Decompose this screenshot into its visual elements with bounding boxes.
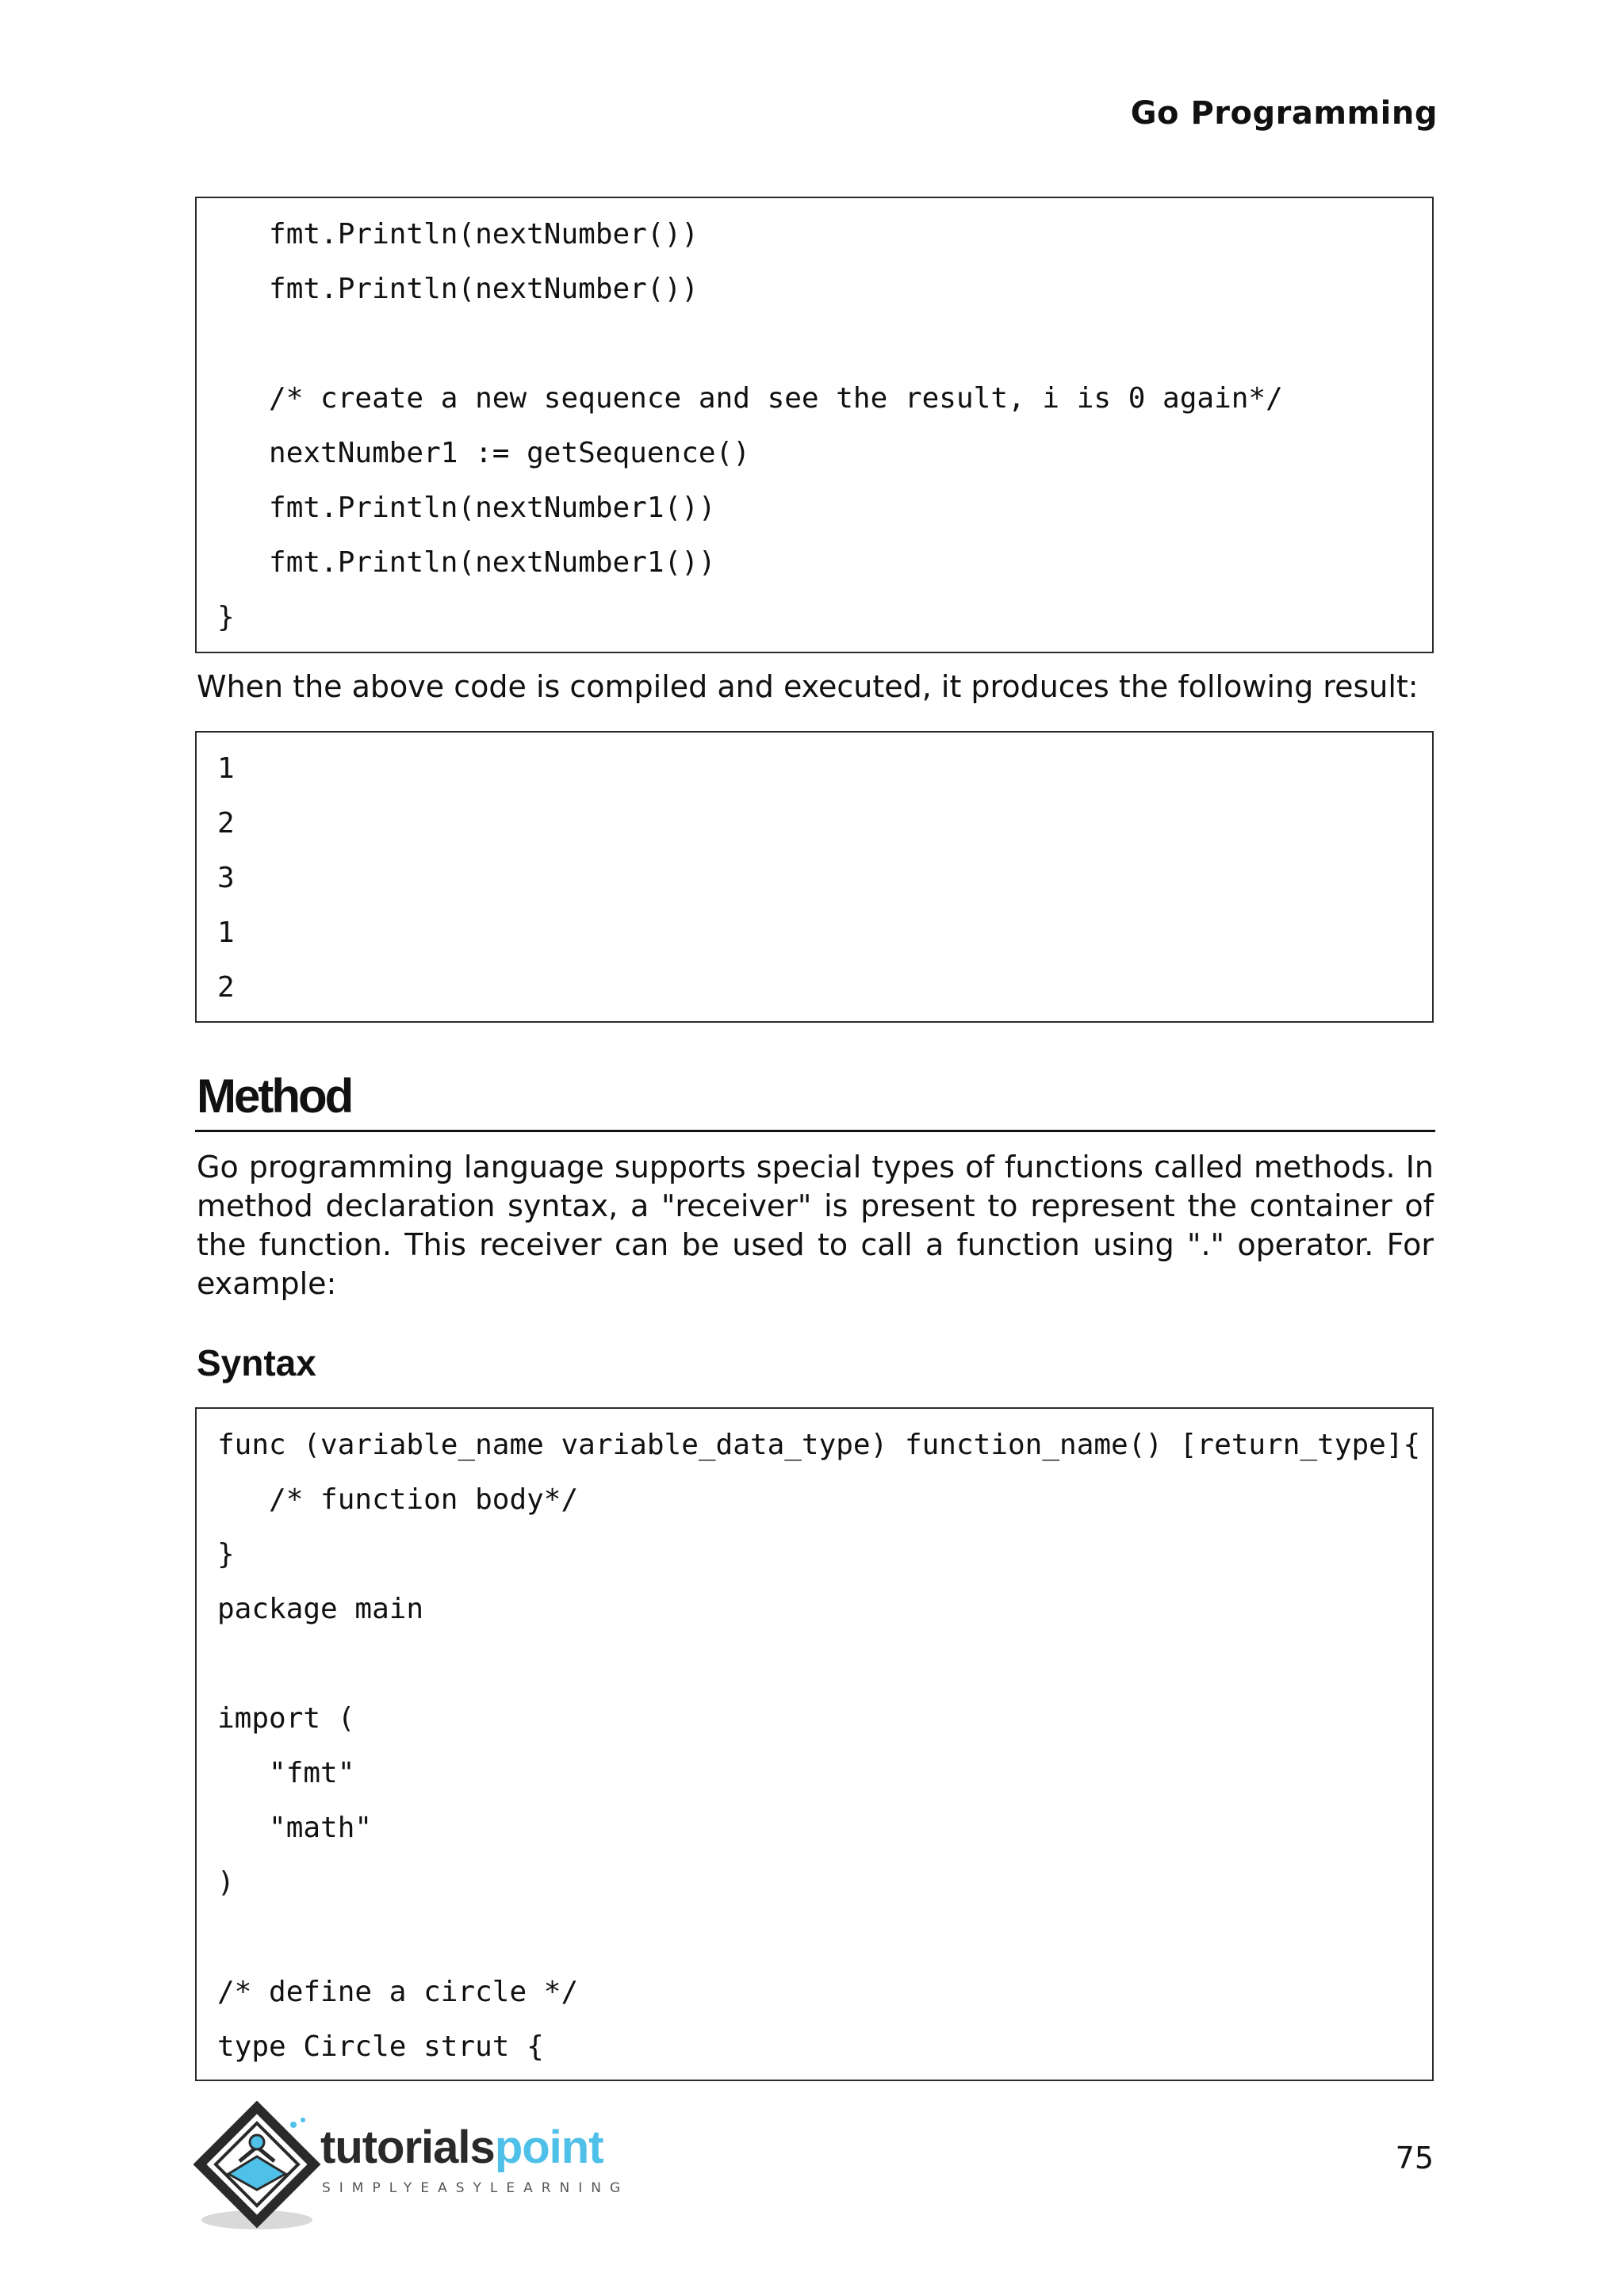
code-line: func (variable_name variable_data_type) function_name() [return_type]{ xyxy=(217,1429,1421,1461)
logo-tagline: SIMPLYEASYLEARNING xyxy=(322,2180,630,2196)
output-line: 1 xyxy=(217,916,235,949)
syntax-subheading: Syntax xyxy=(197,1342,316,1383)
logo-word-point: point xyxy=(494,2122,603,2173)
logo-wordmark xyxy=(320,2122,603,2173)
result-intro-text: When the above code is compiled and executed, it produces the following result: xyxy=(197,669,1419,704)
code-block xyxy=(195,197,1434,653)
running-header: Go Programming xyxy=(1130,95,1438,132)
code-line: /* create a new sequence and see the result, i is 0 again*/ xyxy=(217,382,1283,415)
code-line: "fmt" xyxy=(217,1757,355,1789)
code-line: fmt.Println(nextNumber1()) xyxy=(217,546,716,579)
code-line: /* function body*/ xyxy=(217,1483,579,1516)
code-line: fmt.Println(nextNumber()) xyxy=(217,218,699,251)
code-line: package main xyxy=(217,1593,424,1625)
output-block xyxy=(195,731,1434,1023)
output-line: 2 xyxy=(217,971,235,1004)
output-line: 1 xyxy=(217,752,235,785)
code-line: /* define a circle */ xyxy=(217,1976,579,2008)
output-line: 2 xyxy=(217,807,235,840)
logo-diamond-icon xyxy=(193,2101,328,2236)
logo-word-tutorials: tutorials xyxy=(320,2122,495,2173)
code-line: fmt.Println(nextNumber()) xyxy=(217,273,699,305)
page-number: 75 xyxy=(1395,2141,1434,2175)
syntax-code-block xyxy=(195,1407,1434,2081)
code-line: } xyxy=(217,1538,235,1571)
section-divider xyxy=(195,1130,1435,1132)
code-line: import ( xyxy=(217,1702,355,1735)
code-line: type Circle strut { xyxy=(217,2030,544,2063)
output-line: 3 xyxy=(217,862,235,894)
code-line: "math" xyxy=(217,1812,373,1844)
code-line: fmt.Println(nextNumber1()) xyxy=(217,492,716,524)
code-line: nextNumber1 := getSequence() xyxy=(217,437,750,469)
section-title: Method xyxy=(197,1070,352,1123)
code-line: } xyxy=(217,601,235,633)
tutorialspoint-logo xyxy=(193,2101,638,2236)
code-line: ) xyxy=(217,1866,235,1899)
section-paragraph: Go programming language supports special types of functions called methods. In method declaration syntax, a "receiver" is present to represent the container of the function. This receiver can be used to call a function using "." operator. For example: xyxy=(197,1150,1434,1301)
